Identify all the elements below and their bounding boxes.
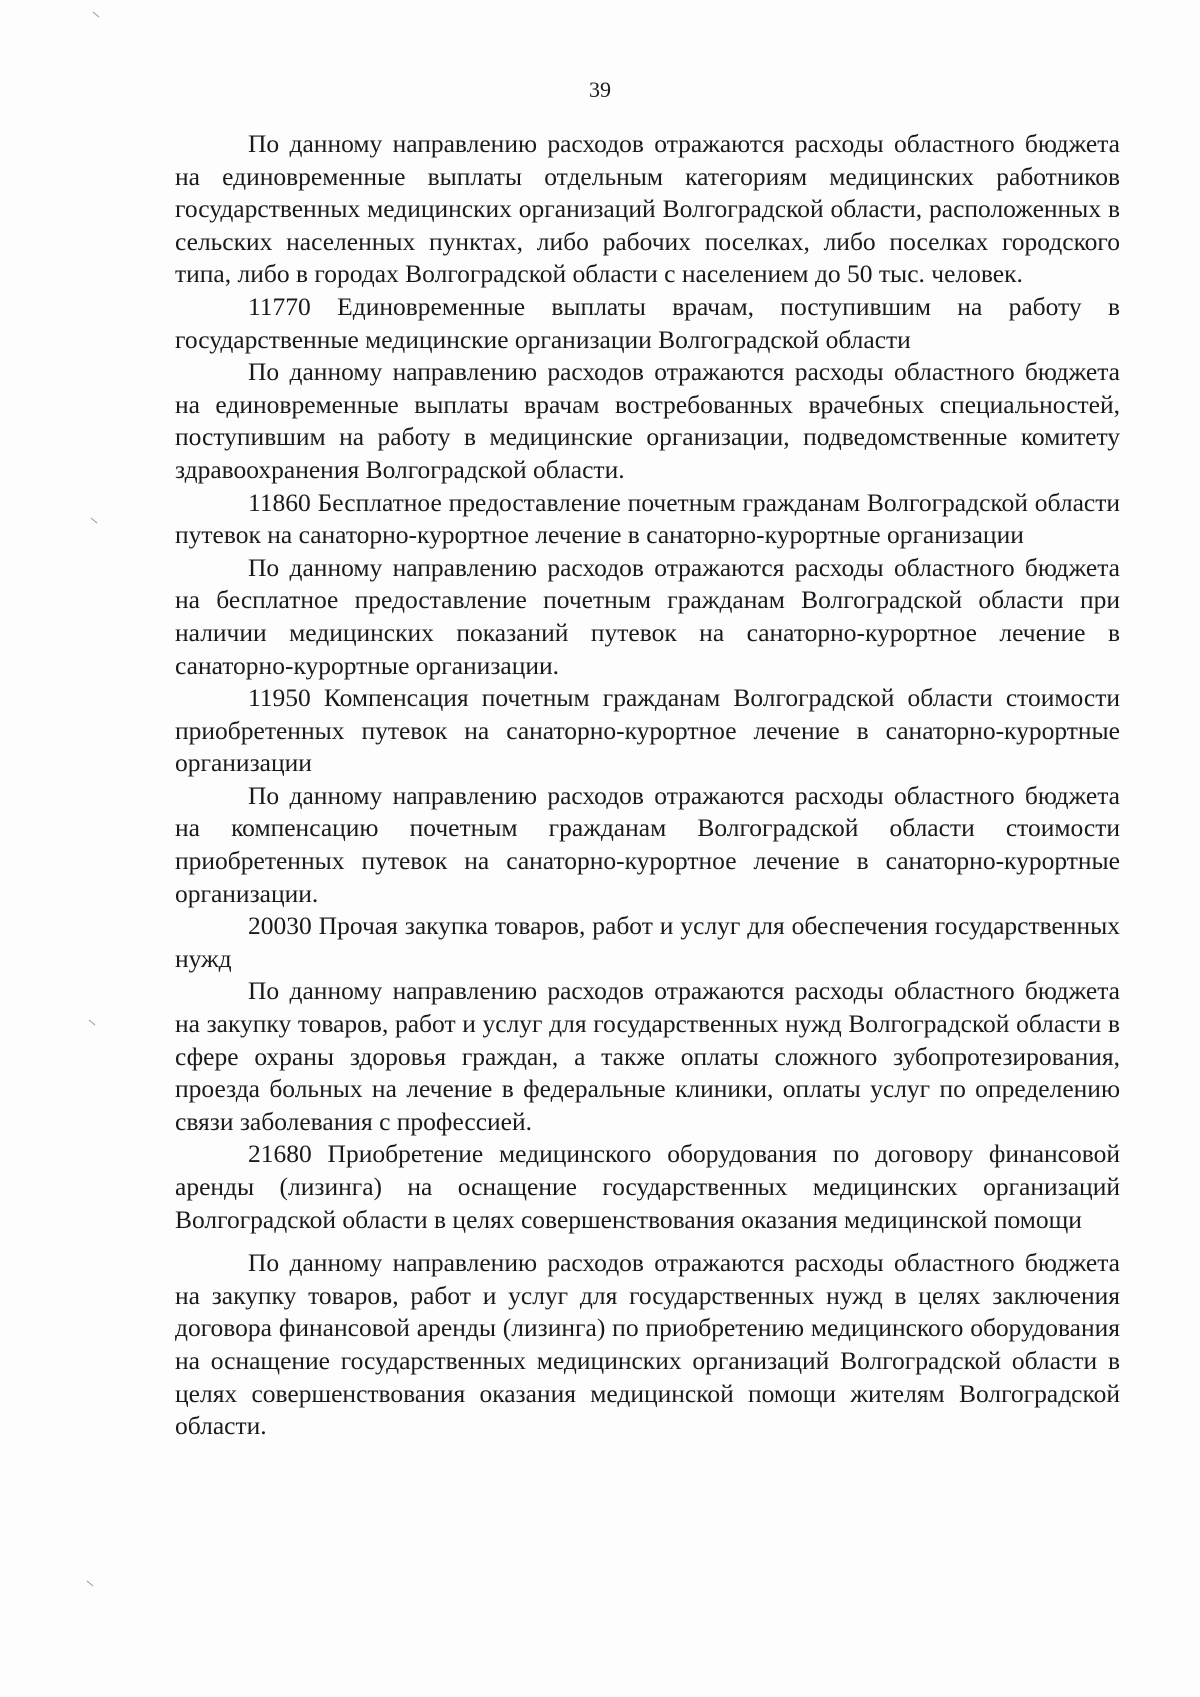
paragraph-body: По данному направлению расходов отражаются расходы областного бюджета на единовременные выплаты отдельным категориям медицинских работников государственных медицинских организаций Волгоградской области, расположенных в сельских населенных пунктах, либо рабочих поселках, либо поселках городского типа, либо в городах Волгоградской области с населением до 50 тыс. человек. (175, 129, 1120, 289)
paragraph-body: По данному направлению расходов отражаются расходы областного бюджета на компенсацию почетным гражданам Волгоградской области стоимости приобретенных путевок на санаторно-курортное лечение в санаторно-курортные организации. (175, 780, 1120, 908)
paragraph-heading-20030: 20030 Прочая закупка товаров, работ и услуг для обеспечения государственных нужд (175, 911, 1120, 973)
paragraph-heading-11770: 11770 Единовременные выплаты врачам, поступившим на работу в государственные медицинские организации Волгоградской области (175, 291, 1120, 354)
paragraph-body: По данному направлению расходов отражаются расходы областного бюджета на единовременные выплаты врачам востребованных врачебных специальностей, поступившим на работу в медицинские организации, подведомственные комитету здравоохранения Волгоградской области. (175, 357, 1120, 484)
paragraph-heading-11950: 11950 Компенсация почетным гражданам Волгоградской области стоимости приобретенных путевок на санаторно-курортное лечение в санаторно-курортные организации (175, 683, 1120, 778)
scan-speck (87, 1581, 94, 1587)
scan-speck (93, 12, 100, 18)
paragraph-body: По данному направлению расходов отражаются расходы областного бюджета на бесплатное предоставление почетным гражданам Волгоградской области при наличии медицинских показаний путевок на санаторно-курортное лечение в санаторно-курортные организации. (175, 552, 1120, 680)
scan-speck (89, 1020, 96, 1026)
page-number: 39 (589, 77, 611, 102)
paragraph-body: По данному направлению расходов отражаются расходы областного бюджета на закупку товаров, работ и услуг для государственных нужд Волгоградской области в сфере охраны здоровья граждан, а также оплаты сложного зубопротезирования, проезда больных на лечение в федеральные клиники, оплаты услуг по определению связи заболевания с профессией. (175, 976, 1120, 1136)
paragraph-heading-11860: 11860 Бесплатное предоставление почетным гражданам Волгоградской области путевок на санаторно-курортное лечение в санаторно-курортные организации (175, 487, 1120, 550)
paragraph-heading-21680: 21680 Приобретение медицинского оборудования по договору финансовой аренды (лизинга) на оснащение государственных медицинских организаций Волгоградской области в целях совершенствования оказания медицинской помощи (175, 1139, 1120, 1234)
scan-speck (91, 518, 98, 524)
paragraph-body: По данному направлению расходов отражаются расходы областного бюджета на закупку товаров, работ и услуг для государственных нужд в целях заключения договора финансовой аренды (лизинга) по приобретению медицинского оборудования на оснащение государственных медицинских организаций Волгоградской области в целях совершенствования оказания медицинской помощи жителям Волгоградской области. (175, 1248, 1120, 1441)
document-body (175, 128, 1120, 1443)
